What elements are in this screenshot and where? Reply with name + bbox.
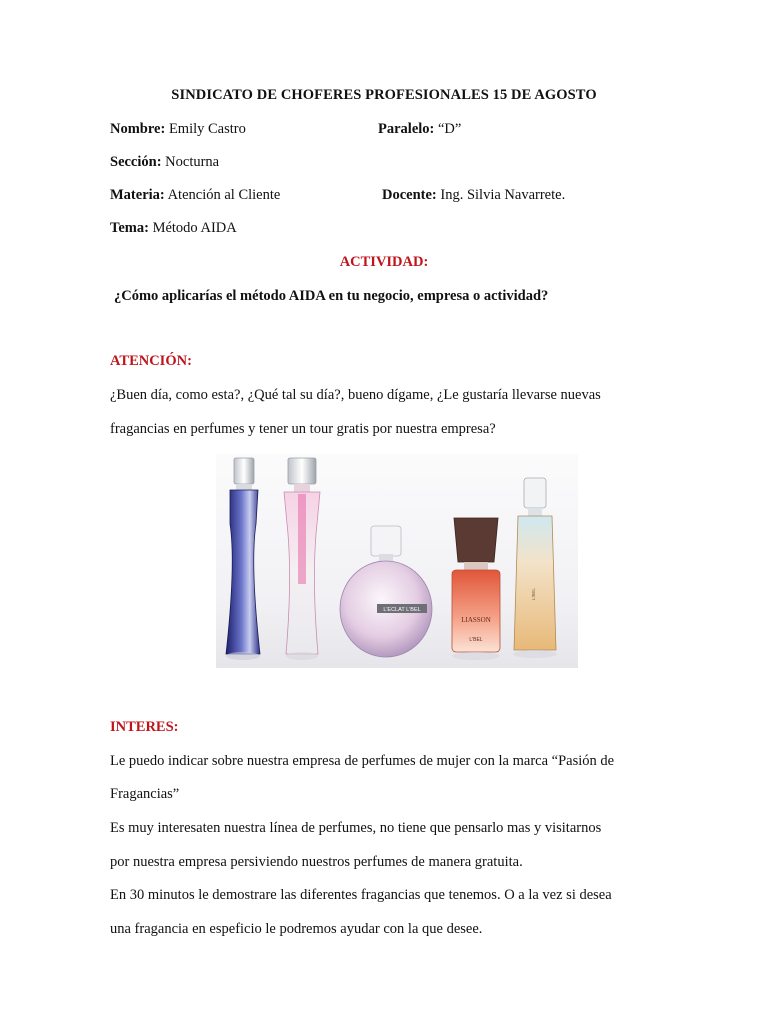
- seccion-field: [110, 153, 219, 171]
- interes-heading: INTERES:: [110, 719, 179, 735]
- docente-field: [382, 186, 565, 204]
- nombre-field: [110, 120, 246, 138]
- paralelo-label: Paralelo:: [378, 121, 435, 137]
- paralelo-value: “D”: [438, 121, 462, 137]
- perfume-bottle-gold: [513, 478, 557, 658]
- tema-label: Tema:: [110, 220, 149, 236]
- interes-line-4: por nuestra empresa persiviendo nuestros perfumes de manera gratuita.: [110, 854, 523, 870]
- interes-line-2: Fragancias”: [110, 786, 180, 802]
- bottle-label-eclat: L'ECLAT L'BEL: [383, 607, 421, 613]
- materia-label: Materia:: [110, 187, 165, 203]
- interes-line-5: En 30 minutos le demostrare las diferentes fragancias que tenemos. O a la vez si desea: [110, 887, 612, 903]
- seccion-value: Nocturna: [165, 154, 220, 170]
- actividad-heading: ACTIVIDAD:: [339, 254, 429, 270]
- perfume-bottle-orange: [452, 518, 500, 660]
- actividad-question: ¿Cómo aplicarías el método AIDA en tu negocio, empresa o actividad?: [114, 288, 549, 304]
- atencion-heading: ATENCIÓN:: [110, 353, 192, 369]
- perfume-bottle-pink: [284, 458, 320, 660]
- docente-label: Docente:: [382, 187, 437, 203]
- docente-value: Ing. Silvia Navarrete.: [440, 187, 566, 203]
- document-title: SINDICATO DE CHOFERES PROFESIONALES 15 DE AGOSTO: [171, 87, 597, 103]
- atencion-line-1: ¿Buen día, como esta?, ¿Qué tal su día?, bueno dígame, ¿Le gustaría llevarse nuevas: [110, 387, 601, 403]
- materia-field: [110, 186, 280, 204]
- bottle-label-liasson: LIASSON: [461, 616, 491, 624]
- nombre-value: Emily Castro: [168, 121, 246, 137]
- interes-line-3: Es muy interesaten nuestra línea de perfumes, no tiene que pensarlo mas y visitarnos: [110, 820, 602, 836]
- bottle-label-lbel-gold: L'BEL: [531, 588, 536, 600]
- tema-value: Método AIDA: [152, 220, 237, 236]
- perfume-bottles-photo: [216, 454, 578, 668]
- interes-line-1: Le puedo indicar sobre nuestra empresa de perfumes de mujer con la marca “Pasión de: [110, 753, 615, 769]
- perfume-bottle-round: [340, 526, 432, 657]
- paralelo-field: [378, 120, 461, 138]
- materia-value: Atención al Cliente: [167, 187, 281, 203]
- seccion-label: Sección:: [110, 154, 162, 170]
- nombre-label: Nombre:: [110, 121, 166, 137]
- atencion-line-2: fragancias en perfumes y tener un tour gratis por nuestra empresa?: [110, 421, 496, 437]
- perfume-bottle-blue: [226, 458, 260, 660]
- bottle-label-lbel-orange: L'BEL: [469, 637, 483, 643]
- interes-line-6: una fragancia en espeficio le podremos ayudar con la que desee.: [110, 921, 483, 937]
- tema-field: [110, 219, 237, 237]
